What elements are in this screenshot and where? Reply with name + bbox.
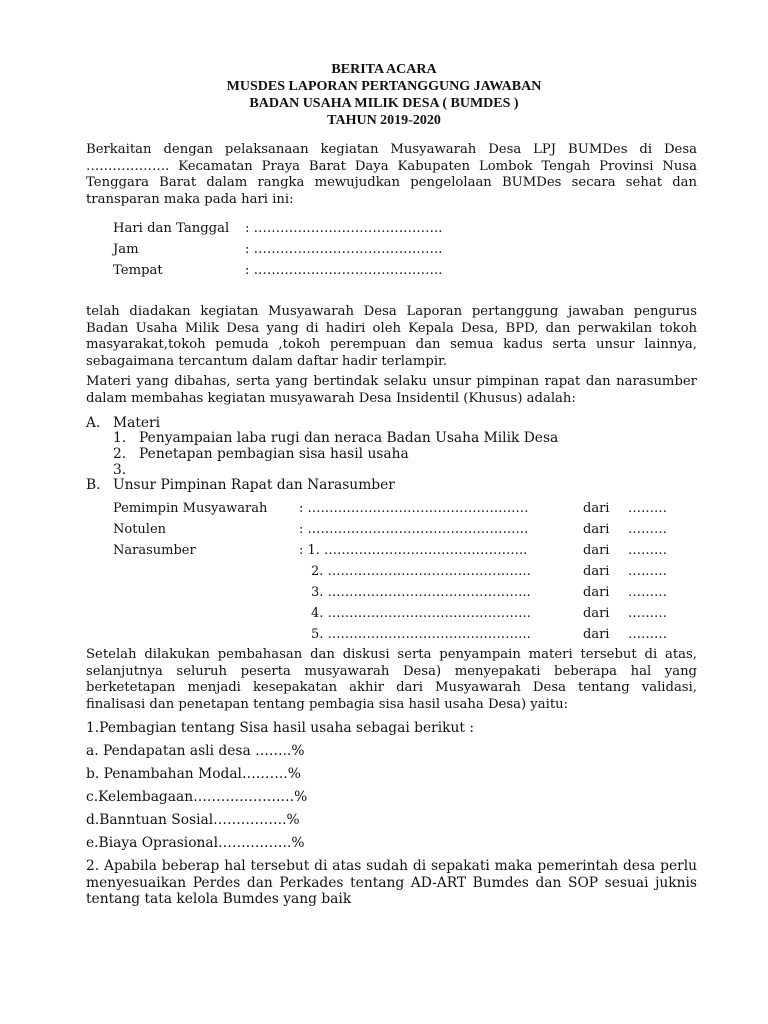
intro-paragraph: Berkaitan dengan pelaksanaan kegiatan Musyawarah Desa LPJ BUMDes di Desa ………………. Kecamatan Praya Barat Daya Kabupaten Lombok Tengah Provinsi Nusa Tenggara Barat dalam rangka mewujudkan pengelolaan BUMDes secara sehat dan transparan maka pada hari ini: bbox=[86, 142, 697, 207]
row-value: 4. ……………………………………….. bbox=[311, 606, 531, 621]
detail-label-place: Tempat bbox=[113, 263, 163, 278]
shu-item: d.Banntuan Sosial…………….% bbox=[86, 812, 300, 828]
section-a-title: Materi bbox=[113, 415, 161, 431]
attendance-paragraph: telah diadakan kegiatan Musyawarah Desa Laporan pertanggung jawaban pengurus Badan Usaha Milik Desa yang di hadiri oleh Kepala Desa, BPD, dan perwakilan tokoh masyarakat,tokoh pemuda ,tokoh perempuan dan semua kadus serta unsur lainnya, sebagaimana tercantum dalam daftar hadir terlampir. bbox=[86, 304, 697, 369]
agenda-paragraph: Materi yang dibahas, serta yang bertindak selaku unsur pimpinan rapat dan narasumber dalam membahas kegiatan musyawarah Desa Insidentil (Khusus) adalah: bbox=[86, 374, 697, 406]
row-value: 2. ……………………………………….. bbox=[311, 564, 531, 579]
section-a-letter: A. bbox=[86, 415, 101, 431]
row-dari-dots: ……… bbox=[628, 564, 667, 579]
row-value: : …………………………………………… bbox=[299, 501, 529, 516]
list-item: Penyampaian laba rugi dan neraca Badan Usaha Milik Desa bbox=[139, 430, 559, 446]
doc-subtitle-2: BADAN USAHA MILIK DESA ( BUMDES ) bbox=[249, 96, 519, 111]
row-value: 3. ……………………………………….. bbox=[311, 585, 531, 600]
row-label-notulen: Notulen bbox=[113, 522, 167, 537]
shu-item: a. Pendapatan asli desa ……..% bbox=[86, 743, 305, 759]
row-dari-dots: ……… bbox=[628, 627, 667, 642]
shu-item: c.Kelembagaan………………….% bbox=[86, 789, 308, 805]
doc-year: TAHUN 2019-2020 bbox=[327, 113, 441, 128]
row-value: 5. ……………………………………….. bbox=[311, 627, 531, 642]
row-value: : 1. ……………………………………….. bbox=[299, 543, 528, 558]
detail-label-date: Hari dan Tanggal bbox=[113, 221, 230, 236]
shu-heading: 1.Pembagian tentang Sisa hasil usaha sebagai berikut : bbox=[86, 720, 474, 736]
list-item-number: 2. bbox=[113, 446, 127, 462]
row-dari: dari bbox=[583, 606, 610, 621]
row-dari: dari bbox=[583, 627, 610, 642]
row-dari: dari bbox=[583, 585, 610, 600]
row-dari-dots: ……… bbox=[628, 606, 667, 621]
row-dari-dots: ……… bbox=[628, 585, 667, 600]
row-label-leader: Pemimpin Musyawarah bbox=[113, 501, 268, 516]
section-b-letter: B. bbox=[86, 477, 101, 493]
detail-label-time: Jam bbox=[113, 242, 139, 257]
row-label-narasumber: Narasumber bbox=[113, 543, 196, 558]
row-dari: dari bbox=[583, 522, 610, 537]
row-dari: dari bbox=[583, 501, 610, 516]
section-b-title: Unsur Pimpinan Rapat dan Narasumber bbox=[113, 477, 395, 493]
shu-item: b. Penambahan Modal……….% bbox=[86, 766, 301, 782]
row-dari-dots: ……… bbox=[628, 543, 667, 558]
closing-paragraph: 2. Apabila beberap hal tersebut di atas sudah di sepakati maka pemerintah desa perlu menyesuaikan Perdes dan Perkades tentang AD-ART Bumdes dan SOP sesuai juknis tentang tata kelola Bumdes yang baik bbox=[86, 858, 697, 907]
agreement-paragraph: Setelah dilakukan pembahasan dan diskusi serta penyampain materi tersebut di atas, selanjutnya seluruh peserta musyawarah Desa) menyepakati beberapa hal yang berketetapan menjadi kesepakatan akhir dari Musyawarah Desa tentang validasi, finalisasi dan penetapan tentang pembagia sisa hasil usaha Desa) yaitu: bbox=[86, 647, 697, 712]
row-dari: dari bbox=[583, 564, 610, 579]
row-dari-dots: ……… bbox=[628, 501, 667, 516]
list-item-number: 3. bbox=[113, 462, 127, 478]
list-item-number: 1. bbox=[113, 430, 127, 446]
row-dari: dari bbox=[583, 543, 610, 558]
row-value: : …………………………………………… bbox=[299, 522, 529, 537]
doc-title: BERITA ACARA bbox=[331, 62, 437, 77]
detail-value-time: : ……………………………………. bbox=[245, 242, 443, 257]
detail-value-date: : ……………………………………. bbox=[245, 221, 443, 236]
doc-subtitle-1: MUSDES LAPORAN PERTANGGUNG JAWABAN bbox=[226, 79, 542, 94]
detail-value-place: : ……………………………………. bbox=[245, 263, 443, 278]
row-dari-dots: ……… bbox=[628, 522, 667, 537]
shu-item: e.Biaya Oprasional…………….% bbox=[86, 835, 305, 851]
list-item: Penetapan pembagian sisa hasil usaha bbox=[139, 446, 409, 462]
